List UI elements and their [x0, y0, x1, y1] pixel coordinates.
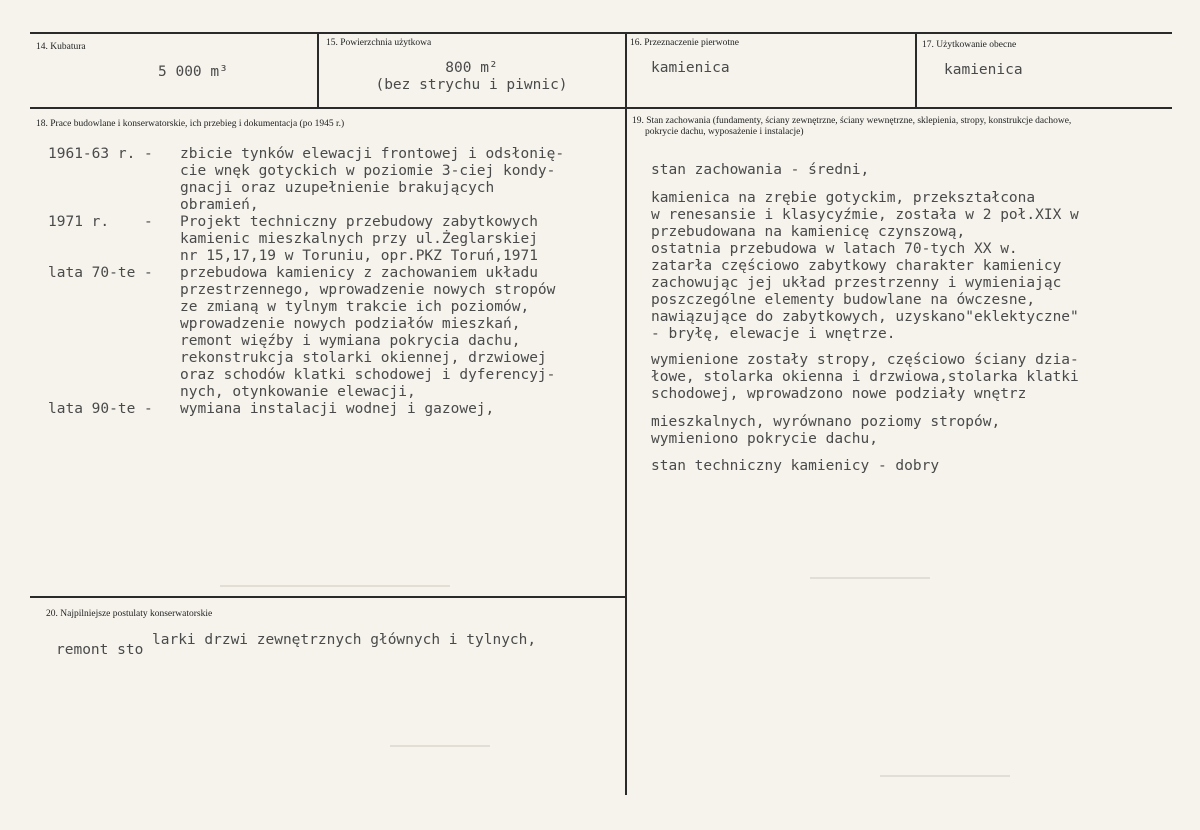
stan-line: schodowej, wprowadzono nowe podziały wnętrz — [651, 386, 1027, 402]
prace-entry-line: Projekt techniczny przebudowy zabytkowych — [180, 214, 538, 230]
uzytkowanie-value: kamienica — [944, 62, 1023, 78]
stan-line: wymieniono pokrycie dachu, — [651, 431, 878, 447]
prace-entry-line: przebudowa kamienicy z zachowaniem układu — [180, 265, 538, 281]
stan-line: poszczególne elementy budowlane na ówczesne, — [651, 292, 1036, 308]
rule-postulaty-top — [30, 596, 626, 598]
prace-entry-line: cie wnęk gotyckich w poziomie 3-ciej kondy- — [180, 163, 556, 179]
smudge — [880, 775, 1010, 777]
stan-line: przebudowana na kamienicę czynszową, — [651, 224, 966, 240]
stan-line: ostatnia przebudowa w latach 70-tych XX w. — [651, 241, 1018, 257]
prace-entry-line: nych, otynkowanie elewacji, — [180, 384, 416, 400]
powierzchnia-note: (bez strychu i piwnic) — [375, 77, 568, 93]
stan-line: zatarła częściowo zabytkowy charakter kamienicy — [651, 258, 1062, 274]
prace-entry-year: 1971 r. - — [48, 214, 153, 230]
powierzchnia-label: 15. Powierzchnia użytkowa — [326, 38, 432, 48]
prace-label: 18. Prace budowlane i konserwatorskie, ich przebieg i dokumentacja (po 1945 r.) — [36, 119, 345, 129]
prace-entry-line: zbicie tynków elewacji frontowej i odsłonię- — [180, 146, 565, 162]
postulaty-label: 20. Najpilniejsze postulaty konserwatorskie — [46, 609, 213, 619]
kubatura-label: 14. Kubatura — [36, 42, 86, 52]
stan-label: 19. Stan zachowania (fundamenty, ściany zewnętrzne, ściany wewnętrzne, sklepienia, stropy, konstrukcje dachowe, — [632, 116, 1072, 126]
smudge — [390, 745, 490, 747]
postulaty-text-start: remont sto — [56, 642, 144, 658]
divider-main — [625, 33, 627, 795]
prace-entry-line: remont więźby i wymiana pokrycia dachu, — [180, 333, 521, 349]
smudge — [220, 585, 450, 587]
prace-entry-line: wymiana instalacji wodnej i gazowej, — [180, 401, 495, 417]
stan-line: nawiązujące do zabytkowych, uzyskano"eklektyczne" — [651, 309, 1079, 325]
powierzchnia-value: 800 m² — [445, 60, 498, 76]
prace-entry-line: oraz schodów klatki schodowej i dyferencyj- — [180, 367, 556, 383]
stan-line: stan zachowania - średni, — [651, 162, 870, 178]
stan-label-cont: pokrycie dachu, wyposażenie i instalacje) — [645, 127, 804, 137]
przeznaczenie-value: kamienica — [651, 60, 730, 76]
stan-line: łowe, stolarka okienna i drzwiowa,stolarka klatki — [651, 369, 1079, 385]
stan-line: zachowując jej układ przestrzenny i wymieniając — [651, 275, 1062, 291]
prace-entry-year: 1961-63 r. - — [48, 146, 153, 162]
stan-line: mieszkalnych, wyrównano poziomy stropów, — [651, 414, 1001, 430]
rule-top — [30, 32, 1172, 34]
prace-entry-line: obramień, — [180, 197, 259, 213]
postulaty-text-rest: larki drzwi zewnętrznych głównych i tylnych, — [152, 632, 537, 648]
stan-line: wymienione zostały stropy, częściowo ściany dzia- — [651, 352, 1079, 368]
prace-entry-year: lata 90-te - — [48, 401, 153, 417]
kubatura-value: 5 000 m³ — [158, 64, 228, 80]
divider-3 — [915, 33, 917, 109]
prace-entry-line: nr 15,17,19 w Toruniu, opr.PKZ Toruń,1971 — [180, 248, 538, 264]
przeznaczenie-label: 16. Przeznaczenie pierwotne — [630, 38, 739, 48]
prace-entry-line: przestrzennego, wprowadzenie nowych stropów — [180, 282, 556, 298]
uzytkowanie-label: 17. Użytkowanie obecne — [922, 40, 1017, 50]
stan-line: stan techniczny kamienicy - dobry — [651, 458, 940, 474]
stan-line: w renesansie i klasycyźmie, została w 2 poł.XIX w — [651, 207, 1079, 223]
prace-entry-year: lata 70-te - — [48, 265, 153, 281]
prace-entry-line: kamienic mieszkalnych przy ul.Żeglarskiej — [180, 231, 538, 247]
prace-entry-line: rekonstrukcja stolarki okiennej, drzwiowej — [180, 350, 547, 366]
rule-mid — [30, 107, 1172, 109]
prace-entry-line: wprowadzenie nowych podziałów mieszkań, — [180, 316, 521, 332]
smudge — [810, 577, 930, 579]
stan-line: kamienica na zrębie gotyckim, przekształcona — [651, 190, 1036, 206]
stan-line: - bryłę, elewacje i wnętrze. — [651, 326, 896, 342]
prace-entry-line: ze zmianą w tylnym trakcie ich poziomów, — [180, 299, 530, 315]
prace-entry-line: gnacji oraz uzupełnienie brakujących — [180, 180, 495, 196]
